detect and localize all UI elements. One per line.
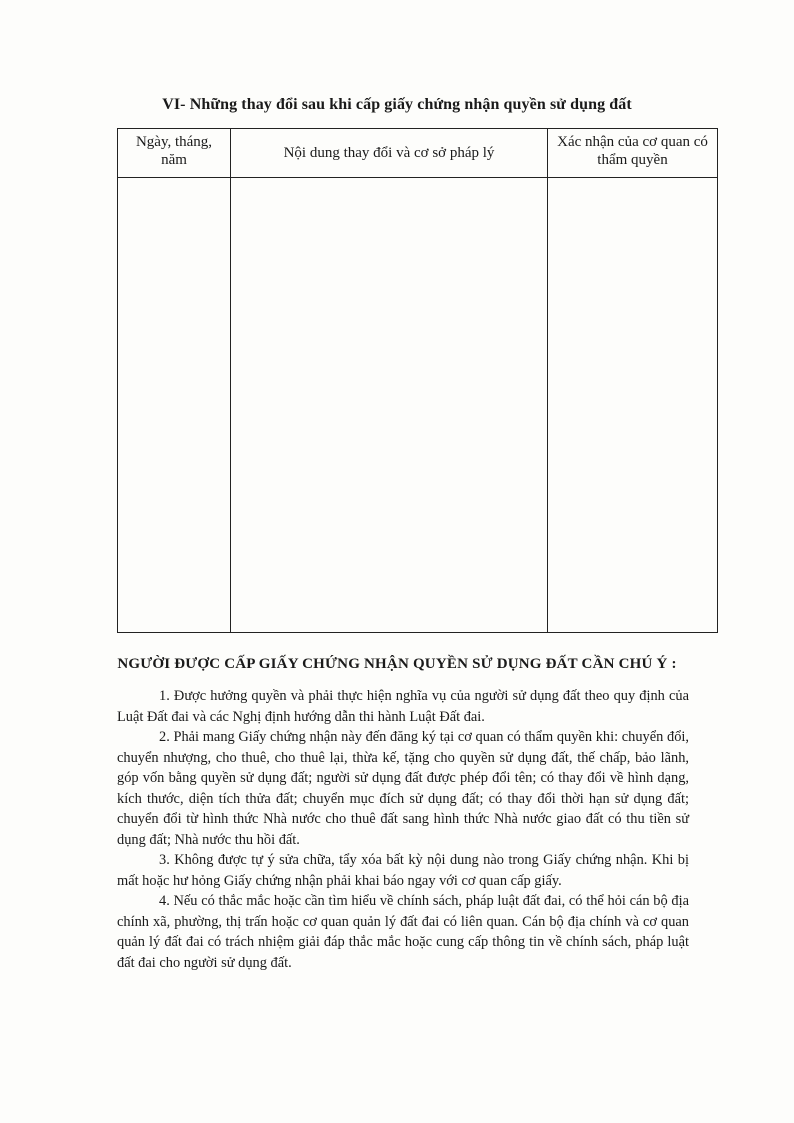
notice-item: 4. Nếu có thắc mắc hoặc cần tìm hiểu về chính sách, pháp luật đất đai, có thể hỏi cán bộ địa chính xã, phường, thị trấn hoặc cơ quan quản lý đất đai có liên quan. Cán bộ địa chính và cơ quan quản lý đất đai có trách nhiệm giải đáp thắc mắc hoặc cung cấp thông tin về chính sách, pháp luật đất đai cho người sử dụng đất. (117, 893, 689, 971)
column-header-date: Ngày, tháng, năm (118, 129, 231, 178)
notice-list (117, 686, 689, 973)
notice-title: NGƯỜI ĐƯỢC CẤP GIẤY CHỨNG NHẬN QUYỀN SỬ DỤNG ĐẤT CẦN CHÚ Ý : (117, 656, 677, 672)
table-cell-confirmation (548, 178, 718, 633)
column-header-content: Nội dung thay đổi và cơ sở pháp lý (231, 129, 548, 178)
table-header-row (118, 129, 718, 178)
table-cell-content (231, 178, 548, 633)
table-cell-date (118, 178, 231, 633)
column-header-confirmation: Xác nhận của cơ quan có thẩm quyền (548, 129, 718, 178)
notice-item: 2. Phải mang Giấy chứng nhận này đến đăng ký tại cơ quan có thẩm quyền khi: chuyển đổi, chuyển nhượng, cho thuê, cho thuê lại, thừa kế, tặng cho quyền sử dụng đất, thế chấp, bảo lãnh, góp vốn bằng quyền sử dụng đất; người sử dụng đất được phép đổi tên; có thay đổi về hình dạng, kích thước, diện tích thửa đất; chuyển mục đích sử dụng đất; có thay đổi thời hạn sử dụng đất; chuyển đổi từ hình thức Nhà nước cho thuê đất sang hình thức Nhà nước giao đất có thu tiền sử dụng đất; Nhà nước thu hồi đất. (117, 729, 689, 848)
notice-item: 1. Được hưởng quyền và phải thực hiện nghĩa vụ của người sử dụng đất theo quy định của Luật Đất đai và các Nghị định hướng dẫn thi hành Luật Đất đai. (117, 688, 689, 725)
notice-item: 3. Không được tự ý sửa chữa, tẩy xóa bất kỳ nội dung nào trong Giấy chứng nhận. Khi bị mất hoặc hư hỏng Giấy chứng nhận phải khai báo ngay với cơ quan cấp giấy. (117, 852, 689, 889)
section-title: VI- Những thay đổi sau khi cấp giấy chứng nhận quyền sử dụng đất (162, 96, 632, 113)
table-row (118, 178, 718, 633)
changes-table (117, 128, 718, 633)
